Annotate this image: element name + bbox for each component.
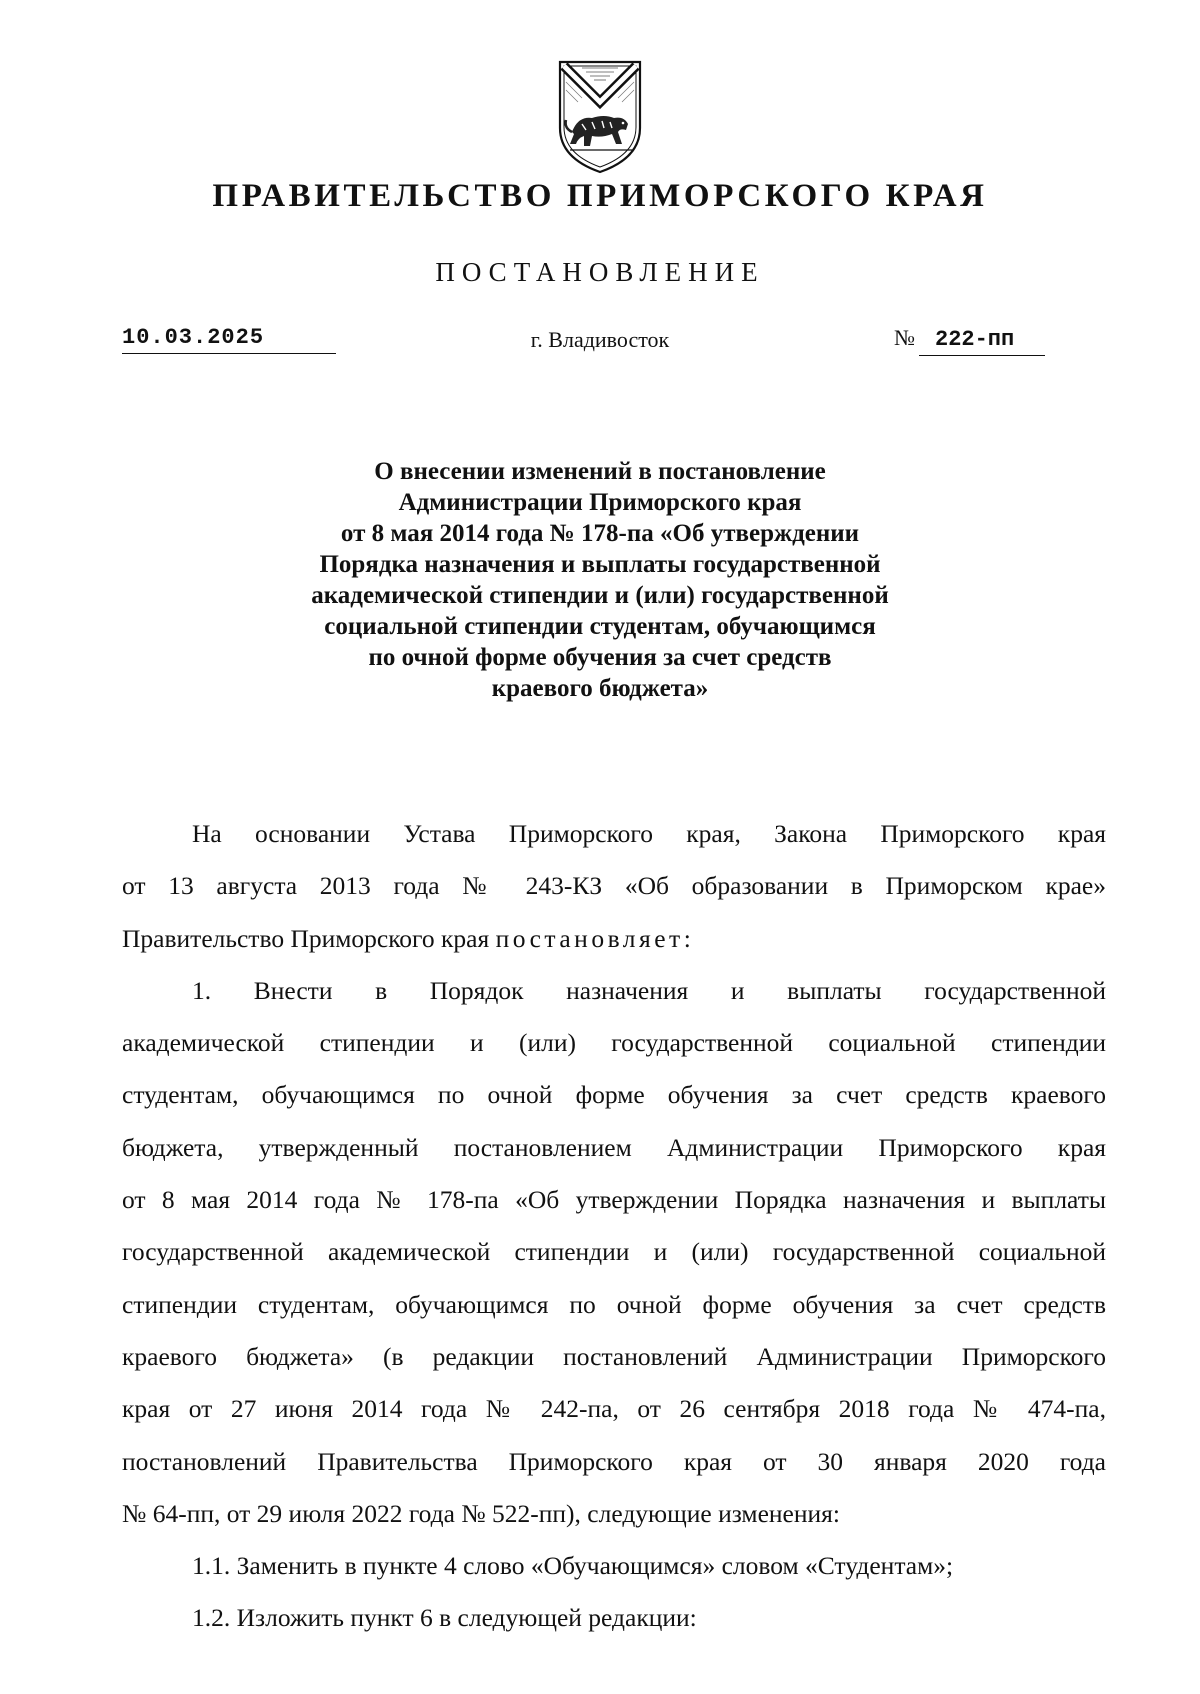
- document-title: [150, 456, 1050, 704]
- body-line: академической стипендии и (или) государственной социальной стипендии: [122, 1028, 1106, 1058]
- title-line: академической стипендии и (или) государственной: [311, 582, 889, 609]
- body-line: стипендии студентам, обучающимся по очной форме обучения за счет средств: [122, 1289, 1106, 1319]
- document-body: [122, 808, 1106, 1645]
- document-number-block: [894, 323, 1064, 356]
- body-line: от 13 августа 2013 года № 243-КЗ «Об образовании в Приморском крае»: [122, 871, 1106, 901]
- body-line: студентам, обучающимся по очной форме обучения за счет средств краевого: [122, 1080, 1106, 1110]
- title-line: от 8 мая 2014 года № 178-па «Об утверждении: [340, 520, 860, 547]
- primorsky-krai-coat-of-arms-icon: [552, 58, 648, 176]
- body-line: 1. Внести в Порядок назначения и выплаты государственной: [192, 975, 1106, 1005]
- body-line: государственной академической стипендии и (или) государственной социальной: [122, 1237, 1106, 1267]
- body-line: края от 27 июня 2014 года № 242-па, от 26 сентября 2018 года № 474-па,: [122, 1394, 1106, 1424]
- title-line: социальной стипендии студентам, обучающимся: [324, 613, 876, 640]
- list-item-1-2: 1.2. Изложить пункт 6 в следующей редакции:: [192, 1603, 697, 1633]
- title-line: Администрации Приморского края: [398, 489, 802, 516]
- list-item-1-1: 1.1. Заменить в пункте 4 слово «Обучающимся» словом «Студентам»;: [192, 1551, 954, 1581]
- number-prefix: №: [894, 325, 915, 350]
- body-line: На основании Устава Приморского края, Закона Приморского края: [192, 819, 1106, 848]
- resolves-word: постановляет:: [495, 923, 695, 953]
- title-line: по очной форме обучения за счет средств: [368, 644, 832, 671]
- document-city: г. Владивосток: [530, 327, 670, 352]
- document-number: 222-пп: [919, 325, 1045, 356]
- body-line: от 8 мая 2014 года № 178-па «Об утверждении Порядка назначения и выплаты: [122, 1185, 1106, 1215]
- document-type-heading: ПОСТАНОВЛЕНИЕ: [435, 257, 765, 287]
- body-line: № 64-пп, от 29 июля 2022 года № 522-пп), следующие изменения:: [122, 1498, 840, 1528]
- government-title: ПРАВИТЕЛЬСТВО ПРИМОРСКОГО КРАЯ: [212, 178, 988, 214]
- body-line: краевого бюджета» (в редакции постановлений Администрации Приморского: [122, 1341, 1106, 1371]
- body-text-fragment: Правительство Приморского края: [122, 923, 490, 953]
- body-line: постановлений Правительства Приморского края от 30 января 2020 года: [122, 1446, 1106, 1476]
- body-line: бюджета, утвержденный постановлением Администрации Приморского края: [122, 1132, 1106, 1162]
- title-line: О внесении изменений в постановление: [374, 458, 826, 485]
- document-date: 10.03.2025: [122, 323, 336, 354]
- body-line: [122, 913, 1106, 965]
- title-line: Порядка назначения и выплаты государственной: [319, 551, 881, 578]
- title-line: краевого бюджета»: [491, 675, 709, 702]
